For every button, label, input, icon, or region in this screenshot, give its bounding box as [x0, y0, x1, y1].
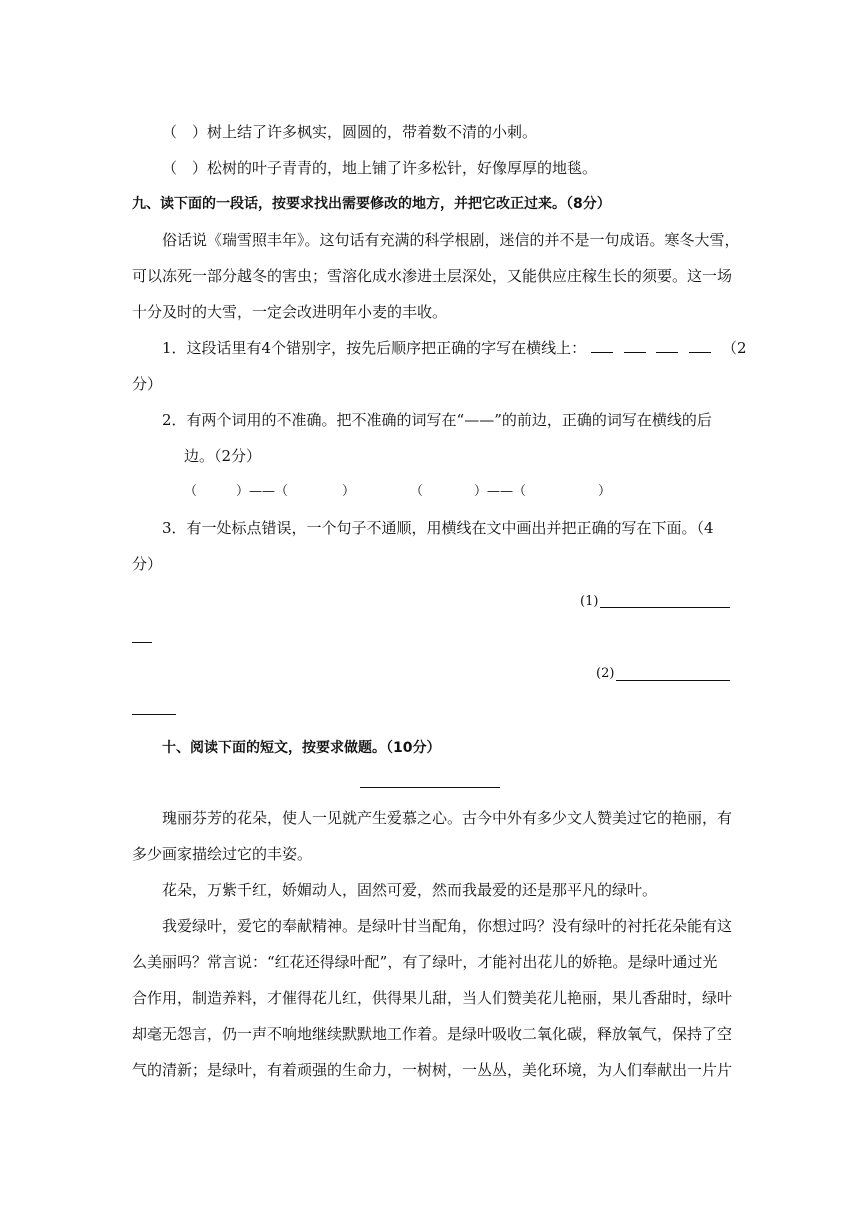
answer-line[interactable]	[132, 642, 152, 643]
paren-close: ）	[342, 484, 356, 499]
paren-close: ）	[598, 484, 612, 499]
answer-blank[interactable]	[591, 338, 613, 353]
question-2: 2．有两个词用的不准确。把不准确的词写在“——”的前边，正确的词写在横线的后	[162, 411, 712, 429]
passage-line: 可以冻死一部分越冬的害虫；雪溶化成水渗进土层深处，又能供应庄稼生长的须要。这一场	[132, 267, 733, 285]
section-title: 十、阅读下面的短文，按要求做题。（10分）	[162, 740, 441, 756]
exercise-item: （ ）松树的叶子青青的，地上铺了许多松针，好像厚厚的地毯。	[162, 159, 598, 177]
reading-line: 花朵，万紫千红，娇媚动人，固然可爱，然而我最爱的还是那平凡的绿叶。	[162, 881, 658, 899]
answer-label: (2)	[596, 666, 615, 681]
score-note: （2	[722, 339, 747, 357]
paren-mid[interactable]: ）——（	[474, 484, 527, 499]
reading-line: 却毫无怨言，仍一声不响地继续默默地工作着。是绿叶吸收二氧化碳，释放氧气，保持了空	[132, 1025, 733, 1043]
question-text: 边。（2分）	[184, 447, 262, 465]
answer-blank[interactable]	[689, 338, 711, 353]
paren-open: （	[410, 484, 424, 499]
question-text: 分）	[132, 555, 163, 573]
question-1	[162, 338, 762, 358]
answer-blank[interactable]	[624, 338, 646, 353]
reading-line: 么美丽吗？常言说：“红花还得绿叶配”，有了绿叶，才能衬出花儿的娇艳。是绿叶通过光	[132, 953, 718, 971]
question-text: 分）	[132, 375, 163, 393]
answer-pairs-row	[184, 482, 784, 502]
reading-line: 我爱绿叶，爱它的奉献精神。是绿叶甘当配角，你想过吗？没有绿叶的衬托花朵能有这	[162, 917, 733, 935]
reading-line: 合作用，制造养料，才催得花儿红，供得果儿甜，当人们赞美花儿艳丽，果儿香甜时，绿叶	[132, 989, 733, 1007]
answer-line[interactable]	[616, 680, 730, 681]
reading-line: 瑰丽芬芳的花朵，使人一见就产生爱慕之心。古今中外有多少文人赞美过它的艳丽，有	[162, 809, 733, 827]
reading-line: 多少画家描绘过它的丰姿。	[132, 845, 313, 863]
title-blank[interactable]	[360, 787, 500, 788]
question-text: 1．这段话里有4个错别字，按先后顺序把正确的字写在横线上：	[162, 339, 587, 357]
paren-open: （	[184, 484, 198, 499]
answer-line[interactable]	[132, 714, 176, 715]
section-title: 九、读下面的一段话，按要求找出需要修改的地方，并把它改正过来。（8分）	[132, 196, 611, 212]
reading-line: 气的清新；是绿叶，有着顽强的生命力，一树树，一丛丛，美化环境，为人们奉献出一片片	[132, 1061, 733, 1079]
answer-blank[interactable]	[656, 338, 678, 353]
answer-line[interactable]	[600, 607, 730, 608]
paren-mid[interactable]: ）——（	[236, 484, 289, 499]
question-3: 3．有一处标点错误，一个句子不通顺，用横线在文中画出并把正确的写在下面。（4	[162, 519, 714, 537]
passage-line: 俗话说《瑞雪照丰年》。这句话有充满的科学根剧，迷信的并不是一句成语。寒冬大雪，	[162, 231, 740, 249]
passage-line: 十分及时的大雪，一定会改进明年小麦的丰收。	[132, 303, 448, 321]
answer-label: (1)	[580, 594, 599, 609]
exercise-item: （ ）树上结了许多枫实，圆圆的，带着数不清的小刺。	[162, 123, 538, 141]
